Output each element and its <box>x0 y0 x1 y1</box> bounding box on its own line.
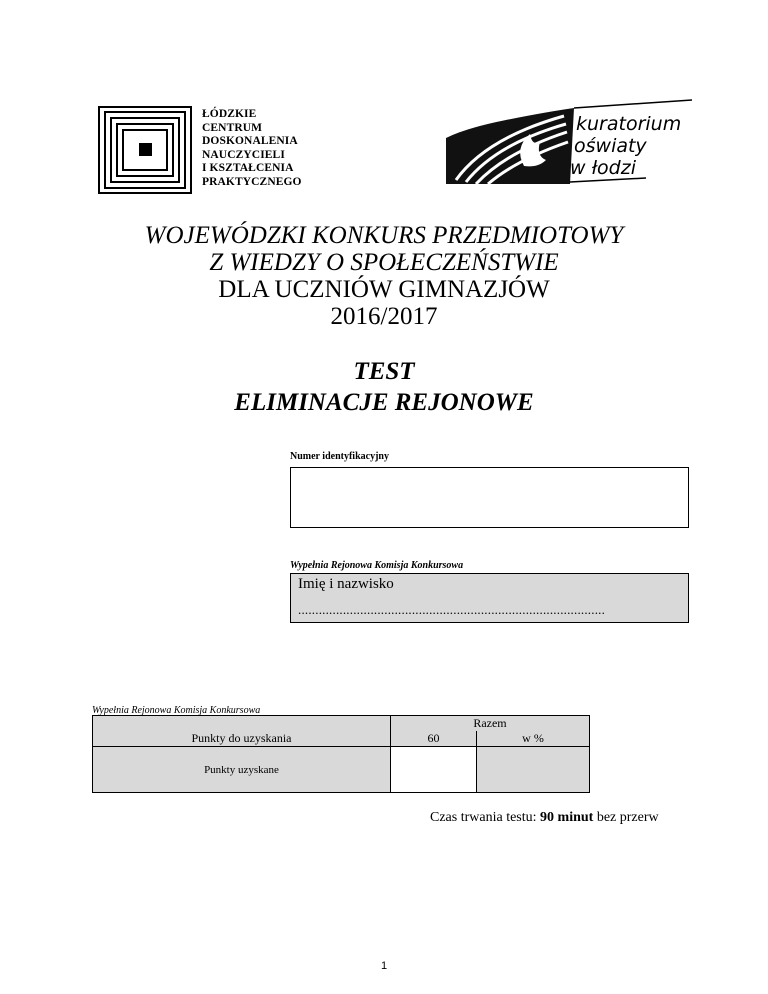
title-line-1: WOJEWÓDZKI KONKURS PRZEDMIOTOWY <box>144 222 624 249</box>
page-number: 1 <box>380 960 388 972</box>
kuratorium-text-line: oświaty <box>574 135 647 157</box>
test-label: TEST <box>353 358 415 385</box>
title-year: 2016/2017 <box>330 303 438 330</box>
test-heading <box>0 356 768 418</box>
max-points-value: 60 <box>391 731 477 747</box>
max-points-label: Punkty do uzyskania <box>93 731 391 747</box>
lcd-institution-name <box>202 108 302 190</box>
razem-header: Razem <box>391 716 590 732</box>
commission-note: Wypełnia Rejonowa Komisja Konkursowa <box>290 560 464 571</box>
kuratorium-text-line: w łodzi <box>570 157 636 179</box>
duration-suffix: bez przerw <box>593 810 659 825</box>
lcd-name-line: NAUCZYCIELI <box>202 148 285 161</box>
score-table <box>92 715 590 793</box>
kuratorium-text-line: kuratorium <box>576 113 682 135</box>
lcd-name-line: I KSZTAŁCENIA <box>202 162 294 175</box>
contest-title <box>0 222 768 330</box>
stage-label: ELIMINACJE REJONOWE <box>234 389 534 416</box>
earned-points-field[interactable] <box>391 747 477 793</box>
score-header-empty <box>93 716 391 732</box>
title-line-3: DLA UCZNIÓW GIMNAZJÓW <box>218 276 550 303</box>
kuratorium-flame-logo-icon <box>446 98 692 184</box>
lcd-name-line: DOSKONALENIA <box>202 135 298 148</box>
duration-value: 90 minut <box>540 810 594 825</box>
id-number-field[interactable] <box>290 467 689 528</box>
concentric-squares-logo-icon <box>98 106 192 194</box>
test-duration <box>430 810 659 826</box>
title-line-2: Z WIEDZY O SPOŁECZEŃSTWIE <box>209 249 559 276</box>
lcd-name-line: PRAKTYCZNEGO <box>202 175 302 188</box>
name-dotted-line: ......................................................................................... <box>298 602 606 617</box>
percent-label: w % <box>477 731 590 747</box>
commission-note: Wypełnia Rejonowa Komisja Konkursowa <box>92 705 261 716</box>
name-label: Imię i nazwisko <box>298 576 394 592</box>
id-number-label: Numer identyfikacyjny <box>290 451 389 462</box>
lcd-name-line: CENTRUM <box>202 121 263 134</box>
lcd-name-line: ŁÓDZKIE <box>202 108 257 120</box>
name-field[interactable] <box>290 573 689 623</box>
earned-percent-field[interactable] <box>477 747 590 793</box>
earned-points-label: Punkty uzyskane <box>93 747 391 793</box>
duration-prefix: Czas trwania testu: <box>430 810 541 825</box>
